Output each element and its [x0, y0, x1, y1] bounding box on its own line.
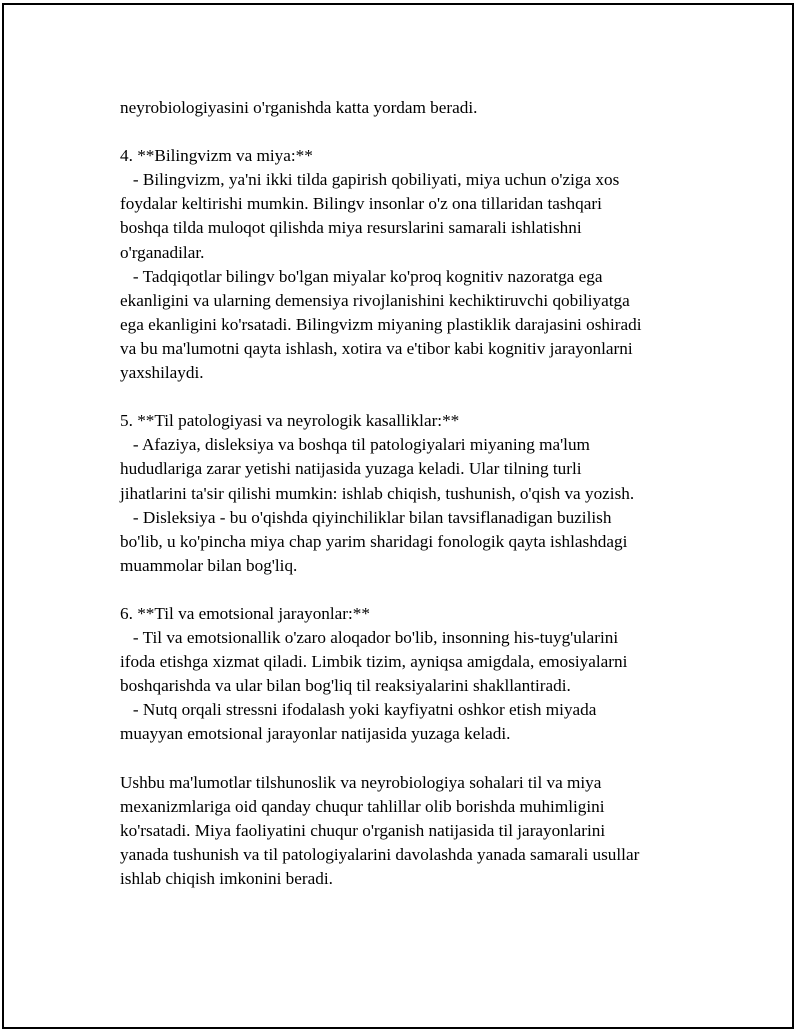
- text-line: foydalar keltirishi mumkin. Bilingv insonlar o'z ona tillaridan tashqari: [120, 194, 602, 214]
- text-line: mexanizmlariga oid qanday chuqur tahlillar olib borishda muhimligini: [120, 796, 605, 816]
- document-body: [120, 96, 700, 891]
- paragraph-spacer: [120, 120, 700, 144]
- text-line: ifoda etishga xizmat qiladi. Limbik tizim, ayniqsa amigdala, emosiyalarni: [120, 652, 628, 672]
- text-line: - Bilingvizm, ya'ni ikki tilda gapirish qobiliyati, miya uchun o'ziga xos: [120, 170, 620, 190]
- section-language-pathology: [120, 409, 700, 578]
- text-line: muammolar bilan bog'liq.: [120, 555, 298, 575]
- paragraph-spacer: [120, 385, 700, 409]
- text-line: - Nutq orqali stressni ifodalash yoki kayfiyatni oshkor etish miyada: [120, 700, 597, 720]
- text-line: - Tadqiqotlar bilingv bo'lgan miyalar ko'proq kognitiv nazoratga ega: [120, 266, 603, 286]
- text-line: yanada tushunish va til patologiyalarini davolashda yanada samarali usullar: [120, 844, 640, 864]
- text-line: ekanligini va ularning demensiya rivojlanishini kechiktiruvchi qobiliyatga: [120, 290, 630, 310]
- text-line: boshqarishda va ular bilan bog'liq til reaksiyalarini shakllantiradi.: [120, 676, 571, 696]
- text-line: ko'rsatadi. Miya faoliyatini chuqur o'rganish natijasida til jarayonlarini: [120, 820, 606, 840]
- text-line: ishlab chiqish imkonini beradi.: [120, 869, 333, 888]
- section-heading: 4. **Bilingvizm va miya:**: [120, 146, 313, 166]
- conclusion-paragraph: [120, 771, 700, 891]
- text-line: ega ekanligini ko'rsatadi. Bilingvizm miyaning plastiklik darajasini oshiradi: [120, 314, 642, 334]
- text-line: muayyan emotsional jarayonlar natijasida yuzaga keladi.: [120, 724, 511, 744]
- paragraph-spacer: [120, 747, 700, 771]
- paragraph-continuation: [120, 96, 700, 120]
- text-line: Ushbu ma'lumotlar tilshunoslik va neyrobiologiya sohalari til va miya: [120, 772, 602, 792]
- page-frame: [2, 3, 794, 1029]
- text-line: boshqa tilda muloqot qilishda miya resurslarini samarali ishlatishni: [120, 218, 582, 238]
- text-line: neyrobiologiyasini o'rganishda katta yordam beradi.: [120, 98, 478, 117]
- text-line: jihatlarini ta'sir qilishi mumkin: ishlab chiqish, tushunish, o'qish va yozish.: [120, 483, 635, 503]
- paragraph-spacer: [120, 578, 700, 602]
- section-bilingualism: [120, 144, 700, 385]
- section-heading: 6. **Til va emotsional jarayonlar:**: [120, 603, 370, 623]
- text-line: - Disleksiya - bu o'qishda qiyinchiliklar bilan tavsiflanadigan buzilish: [120, 507, 612, 527]
- text-line: va bu ma'lumotni qayta ishlash, xotira va e'tibor kabi kognitiv jarayonlarni: [120, 338, 633, 358]
- text-line: hududlariga zarar yetishi natijasida yuzaga keladi. Ular tilning turli: [120, 459, 582, 479]
- text-line: bo'lib, u ko'pincha miya chap yarim sharidagi fonologik qayta ishlashdagi: [120, 531, 628, 551]
- text-line: - Afaziya, disleksiya va boshqa til patologiyalari miyaning ma'lum: [120, 435, 590, 455]
- text-line: o'rganadilar.: [120, 242, 205, 262]
- text-line: - Til va emotsionallik o'zaro aloqador bo'lib, insonning his-tuyg'ularini: [120, 628, 619, 648]
- text-line: yaxshilaydi.: [120, 363, 204, 383]
- section-heading: 5. **Til patologiyasi va neyrologik kasalliklar:**: [120, 411, 460, 431]
- section-language-emotion: [120, 602, 700, 747]
